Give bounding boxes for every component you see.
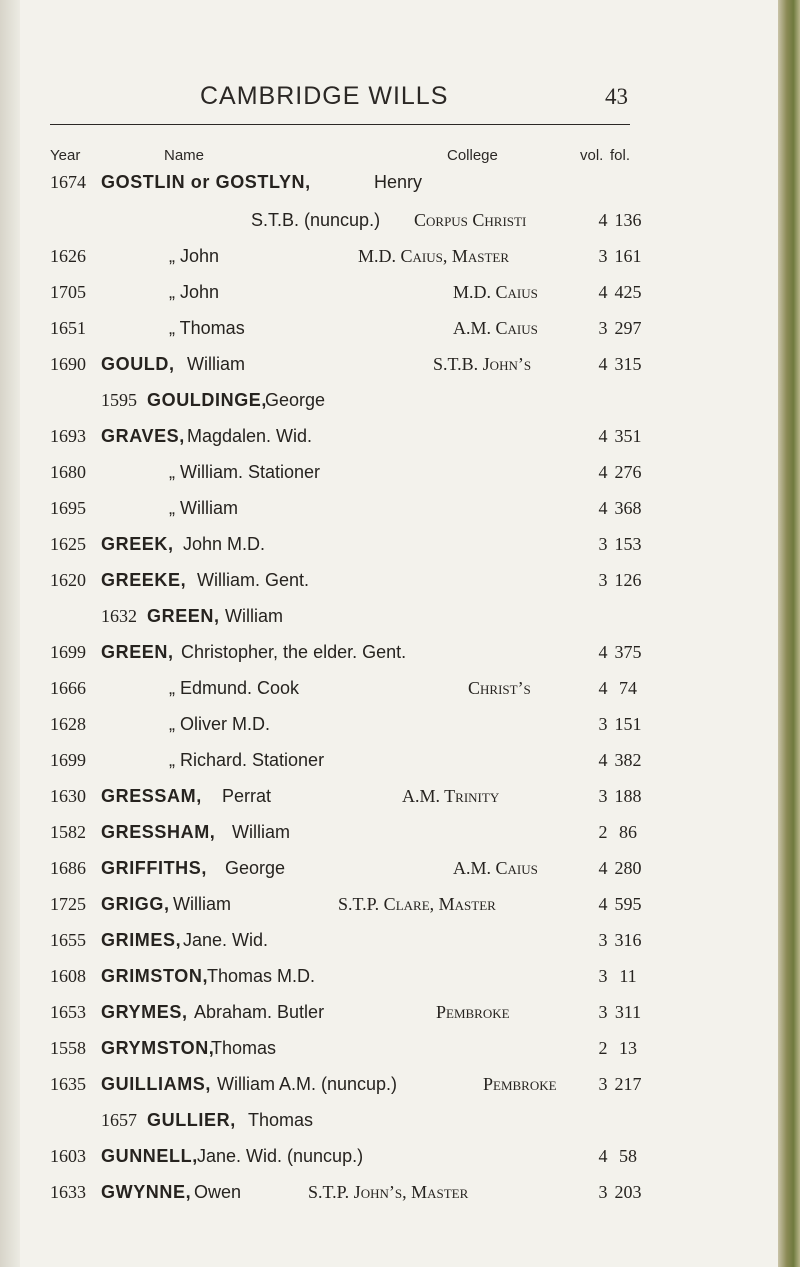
year-cell: 1558 <box>50 1038 86 1058</box>
given-name-cell: „ Thomas <box>169 318 245 338</box>
table-row <box>0 714 800 750</box>
surname-cell: GRIMSTON, <box>101 966 209 986</box>
year-cell: 1635 <box>50 1074 86 1094</box>
vol-cell: 4 <box>598 894 608 914</box>
table-row <box>0 1182 800 1218</box>
year-cell: 1699 <box>50 642 86 662</box>
given-name-cell: „ Oliver M.D. <box>169 714 270 734</box>
vol-cell: 4 <box>598 210 608 230</box>
surname-cell: GREEN, <box>147 606 220 626</box>
table-row <box>0 318 800 354</box>
vol-cell: 2 <box>598 822 608 842</box>
given-name-cell: William. Gent. <box>197 570 310 590</box>
table-row <box>0 282 800 318</box>
vol-cell: 3 <box>598 930 608 950</box>
fol-cell: 11 <box>619 966 637 986</box>
table-row <box>0 822 800 858</box>
fol-cell: 375 <box>614 642 642 662</box>
given-name-cell: Christopher, the elder. Gent. <box>181 642 407 662</box>
vol-cell: 3 <box>598 1002 608 1022</box>
cross-ref-year: 1595 <box>101 390 137 410</box>
surname-cell: GRIFFITHS, <box>101 858 207 878</box>
fol-cell: 13 <box>619 1038 637 1058</box>
given-name-cell: S.T.B. (nuncup.) <box>251 210 381 230</box>
fol-cell: 595 <box>614 894 642 914</box>
given-name-cell: „ Richard. Stationer <box>169 750 325 770</box>
year-cell: 1625 <box>50 534 86 554</box>
header-rule <box>50 124 630 125</box>
given-name-cell: „ William. Stationer <box>169 462 321 482</box>
table-row <box>0 606 800 642</box>
table-row <box>0 462 800 498</box>
college-cell: Corpus Christi <box>414 210 527 230</box>
given-name-cell: George <box>265 390 326 410</box>
surname-cell: GUNNELL, <box>101 1146 198 1166</box>
given-name-cell: William <box>187 354 245 374</box>
given-name-cell: George <box>225 858 286 878</box>
fol-cell: 425 <box>614 282 642 302</box>
fol-cell: 311 <box>614 1002 642 1022</box>
fol-cell: 203 <box>614 1182 642 1202</box>
year-cell: 1693 <box>50 426 86 446</box>
vol-cell: 4 <box>598 426 608 446</box>
year-cell: 1680 <box>50 462 86 482</box>
table-row <box>0 1146 800 1182</box>
table-row <box>0 1038 800 1074</box>
table-row <box>0 930 800 966</box>
vol-cell: 4 <box>598 462 608 482</box>
year-cell: 1666 <box>50 678 86 698</box>
given-name-cell: „ John <box>169 282 220 302</box>
running-title: CAMBRIDGE WILLS <box>200 82 449 110</box>
vol-cell: 3 <box>598 714 608 734</box>
college-cell: A.M. Caius <box>453 858 538 878</box>
column-header-vol: vol. <box>580 147 604 164</box>
given-name-cell: Abraham. Butler <box>194 1002 325 1022</box>
year-cell: 1626 <box>50 246 86 266</box>
fol-cell: 276 <box>614 462 642 482</box>
fol-cell: 297 <box>614 318 642 338</box>
fol-cell: 151 <box>614 714 642 734</box>
fol-cell: 316 <box>614 930 642 950</box>
vol-cell: 4 <box>598 354 608 374</box>
fol-cell: 161 <box>614 246 642 266</box>
year-cell: 1690 <box>50 354 86 374</box>
fol-cell: 368 <box>614 498 642 518</box>
vol-cell: 4 <box>598 1146 608 1166</box>
surname-cell: GUILLIAMS, <box>101 1074 211 1094</box>
table-row <box>0 354 800 390</box>
year-cell: 1699 <box>50 750 86 770</box>
fol-cell: 86 <box>619 822 637 842</box>
surname-cell: GREEK, <box>101 534 174 554</box>
table-row <box>0 642 800 678</box>
given-name-cell: Jane. Wid. (nuncup.) <box>197 1146 364 1166</box>
column-header-year: Year <box>50 147 81 164</box>
given-name-cell: Henry <box>374 172 423 192</box>
surname-cell: GRIMES, <box>101 930 182 950</box>
year-cell: 1705 <box>50 282 86 302</box>
table-row <box>0 498 800 534</box>
year-cell: 1674 <box>50 172 86 192</box>
column-header-fol: fol. <box>610 147 631 164</box>
given-name-cell: Jane. Wid. <box>183 930 269 950</box>
table-row <box>0 678 800 714</box>
vol-cell: 3 <box>598 786 608 806</box>
fol-cell: 217 <box>614 1074 642 1094</box>
college-cell: S.T.P. Clare, Master <box>338 894 496 914</box>
vol-cell: 3 <box>598 570 608 590</box>
given-name-cell: John M.D. <box>183 534 266 554</box>
college-cell: S.T.P. John’s, Master <box>308 1182 469 1202</box>
year-cell: 1603 <box>50 1146 86 1166</box>
surname-cell: GOULDINGE, <box>147 390 268 410</box>
fol-cell: 58 <box>619 1146 637 1166</box>
fol-cell: 188 <box>614 786 642 806</box>
college-cell: M.D. Caius <box>453 282 538 302</box>
college-cell: Pembroke <box>436 1002 510 1022</box>
vol-cell: 4 <box>598 498 608 518</box>
surname-cell: GRIGG, <box>101 894 170 914</box>
table-row <box>0 858 800 894</box>
college-cell: Pembroke <box>483 1074 557 1094</box>
vol-cell: 3 <box>598 1182 608 1202</box>
fol-cell: 136 <box>614 210 642 230</box>
table-row <box>0 246 800 282</box>
year-cell: 1620 <box>50 570 86 590</box>
given-name-cell: William A.M. (nuncup.) <box>217 1074 398 1094</box>
surname-cell: GOSTLIN or GOSTLYN, <box>101 172 311 192</box>
vol-cell: 2 <box>598 1038 608 1058</box>
surname-cell: GWYNNE, <box>101 1182 192 1202</box>
table-row <box>0 894 800 930</box>
fol-cell: 280 <box>614 858 642 878</box>
surname-cell: GULLIER, <box>147 1110 236 1130</box>
table-row <box>0 426 800 462</box>
table-row <box>0 210 800 246</box>
vol-cell: 3 <box>598 534 608 554</box>
vol-cell: 4 <box>598 678 608 698</box>
surname-cell: GREEN, <box>101 642 174 662</box>
year-cell: 1653 <box>50 1002 86 1022</box>
table-row <box>0 1074 800 1110</box>
year-cell: 1633 <box>50 1182 86 1202</box>
given-name-cell: Magdalen. Wid. <box>187 426 313 446</box>
fol-cell: 351 <box>614 426 642 446</box>
surname-cell: GRESSHAM, <box>101 822 216 842</box>
college-cell: Christ’s <box>468 678 531 698</box>
table-row <box>0 1110 800 1146</box>
year-cell: 1582 <box>50 822 86 842</box>
surname-cell: GOULD, <box>101 354 175 374</box>
college-cell: M.D. Caius, Master <box>358 246 510 266</box>
given-name-cell: Thomas <box>211 1038 277 1058</box>
year-cell: 1608 <box>50 966 86 986</box>
vol-cell: 4 <box>598 750 608 770</box>
column-header-college: College <box>447 147 498 164</box>
year-cell: 1695 <box>50 498 86 518</box>
given-name-cell: Thomas <box>248 1110 314 1130</box>
surname-cell: GRAVES, <box>101 426 185 446</box>
given-name-cell: Thomas M.D. <box>207 966 316 986</box>
year-cell: 1651 <box>50 318 86 338</box>
page-number: 43 <box>605 84 628 109</box>
fol-cell: 315 <box>614 354 642 374</box>
college-cell: S.T.B. John’s <box>433 354 532 374</box>
surname-cell: GRYMES, <box>101 1002 188 1022</box>
given-name-cell: William <box>173 894 231 914</box>
vol-cell: 3 <box>598 318 608 338</box>
given-name-cell: „ William <box>169 498 238 518</box>
year-cell: 1725 <box>50 894 86 914</box>
table-row <box>0 966 800 1002</box>
given-name-cell: „ Edmund. Cook <box>169 678 300 698</box>
given-name-cell: William <box>225 606 283 626</box>
year-cell: 1628 <box>50 714 86 734</box>
surname-cell: GREEKE, <box>101 570 187 590</box>
table-row <box>0 172 800 208</box>
given-name-cell: Owen <box>194 1182 242 1202</box>
table-row <box>0 390 800 426</box>
surname-cell: GRESSAM, <box>101 786 202 806</box>
given-name-cell: William <box>232 822 290 842</box>
college-cell: A.M. Caius <box>453 318 538 338</box>
column-header-name: Name <box>164 147 205 164</box>
year-cell: 1686 <box>50 858 86 878</box>
table-row <box>0 534 800 570</box>
vol-cell: 4 <box>598 282 608 302</box>
vol-cell: 3 <box>598 1074 608 1094</box>
table-row <box>0 750 800 786</box>
cross-ref-year: 1632 <box>101 606 137 626</box>
fol-cell: 126 <box>614 570 642 590</box>
table-row <box>0 786 800 822</box>
vol-cell: 4 <box>598 858 608 878</box>
page-header <box>0 82 800 116</box>
given-name-cell: „ John <box>169 246 220 266</box>
cross-ref-year: 1657 <box>101 1110 137 1130</box>
year-cell: 1630 <box>50 786 86 806</box>
fol-cell: 382 <box>614 750 642 770</box>
given-name-cell: Perrat <box>222 786 272 806</box>
vol-cell: 3 <box>598 246 608 266</box>
year-cell: 1655 <box>50 930 86 950</box>
surname-cell: GRYMSTON, <box>101 1038 215 1058</box>
table-row <box>0 1002 800 1038</box>
vol-cell: 4 <box>598 642 608 662</box>
fol-cell: 153 <box>614 534 642 554</box>
vol-cell: 3 <box>598 966 608 986</box>
table-row <box>0 570 800 606</box>
fol-cell: 74 <box>619 678 637 698</box>
college-cell: A.M. Trinity <box>402 786 500 806</box>
